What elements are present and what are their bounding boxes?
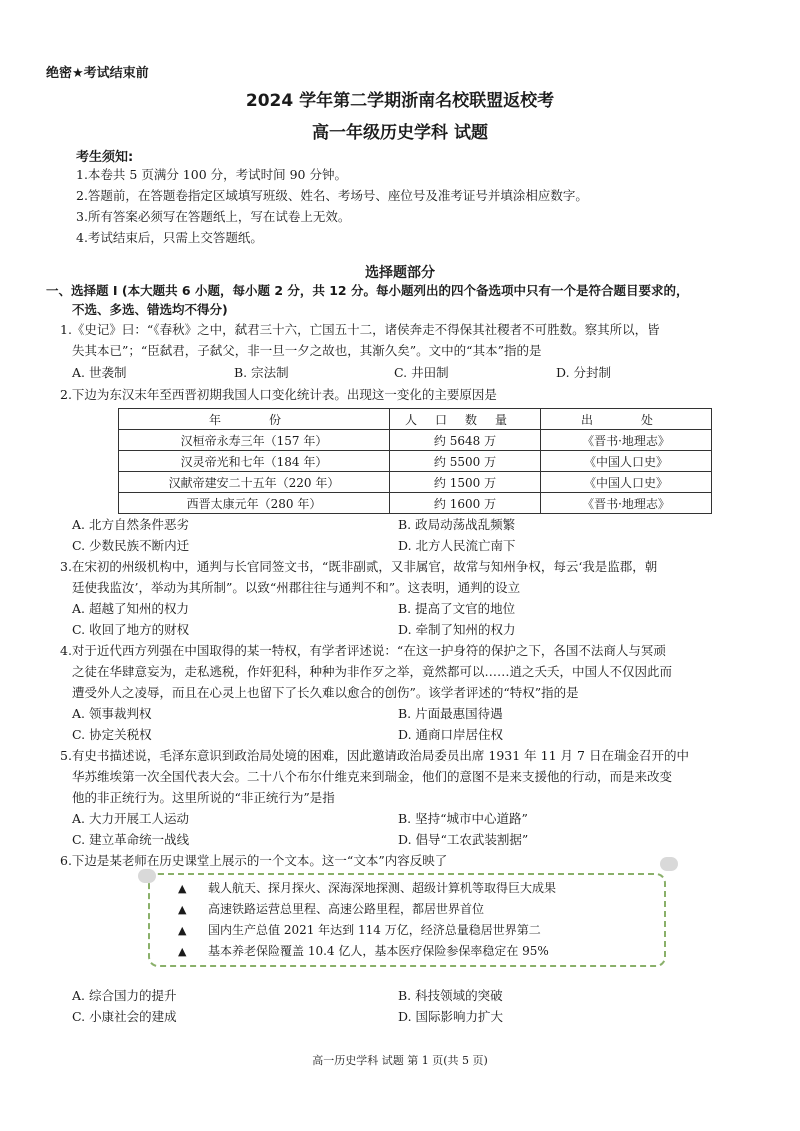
q2-option-b: B. 政局动荡战乱频繁 [398,517,516,532]
q5-stem: 华苏维埃第一次全国代表大会。二十八个布尔什维克来到瑞金，他们的意图不是来支援他的行动，而是来改变 [72,769,673,784]
q4-option-a: A. 领事裁判权 [72,706,152,721]
q1-stem: 失其本已”；“臣弑君，子弑父，非一旦一夕之故也，其渐久矣”。文中的“其本”指的是 [72,343,542,358]
q6-stem: 6.下边是某老师在历史课堂上展示的一个文本。这一“文本”内容反映了 [60,853,448,868]
q5-option-a: A. 大力开展工人运动 [72,811,189,826]
table-row [119,472,712,493]
q6-option-b: B. 科技领域的突破 [398,988,503,1003]
triangle-bullet-icon: ▲ [178,903,187,916]
table-cell: 《晋书·地理志》 [541,493,712,514]
exam-title: 2024 学年第二学期浙南名校联盟返校考 [245,91,555,111]
q6-option-a: A. 综合国力的提升 [72,988,177,1003]
q3-option-d: D. 牵制了知州的权力 [398,622,516,637]
table-cell: 《中国人口史》 [541,451,712,472]
population-table [118,408,712,514]
part-heading-line: 不选、多选、错选均不得分) [72,302,228,317]
q6-text-box [148,873,666,967]
box-item [178,921,541,938]
notes-item: 3.所有答案必须写在答题纸上，写在试卷上无效。 [76,209,351,224]
secret-mark: 绝密★考试结束前 [46,66,149,81]
table-cell: 汉灵帝光和七年（184 年） [119,451,390,472]
q5-option-d: D. 倡导“工农武装割据” [398,832,529,847]
q1-option-a: A. 世袭制 [72,365,127,380]
notes-item: 4.考试结束后，只需上交答题纸。 [76,230,263,245]
q6-option-d: D. 国际影响力扩大 [398,1009,504,1024]
box-item-text: 载人航天、探月探火、深海深地探测、超级计算机等取得巨大成果 [208,881,557,895]
q4-stem: 4.对于近代西方列强在中国取得的某一特权，有学者评述说：“在这一护身符的保护之下，各国不法商人与冥顽 [60,643,666,658]
q2-option-c: C. 少数民族不断内迁 [72,538,190,553]
table-cell: 汉献帝建安二十五年（220 年） [119,472,390,493]
table-row [119,430,712,451]
q5-stem: 5.有史书描述说，毛泽东意识到政治局处境的困难，因此邀请政治局委员出席 1931 年 11 月 7 日在瑞金召开的中 [60,748,689,763]
q2-option-d: D. 北方人民流亡南下 [398,538,516,553]
q1-option-d: D. 分封制 [556,365,612,380]
q3-option-b: B. 提高了文官的地位 [398,601,516,616]
page-footer: 高一历史学科 试题 第 1 页(共 5 页) [312,1054,488,1067]
table-cell: 约 5648 万 [390,430,541,451]
cloud-decoration-icon [138,869,156,883]
box-item-text: 基本养老保险覆盖 10.4 亿人，基本医疗保险参保率稳定在 95% [208,944,549,958]
table-row [119,451,712,472]
table-header: 年 份 [119,409,390,430]
q1-option-b: B. 宗法制 [234,365,289,380]
part-heading-line: 一、选择题 I (本大题共 6 小题，每小题 2 分，共 12 分。每小题列出的四个备选项中只有一个是符合题目要求的， [46,283,689,298]
q1-stem: 1.《史记》曰：“《春秋》之中，弑君三十六，亡国五十二，诸侯奔走不得保其社稷者不可胜数。察其所以，皆 [60,322,660,337]
table-cell: 约 5500 万 [390,451,541,472]
table-cell: 汉桓帝永寿三年（157 年） [119,430,390,451]
q5-option-b: B. 坚持“城市中心道路” [398,811,528,826]
q2-option-a: A. 北方自然条件恶劣 [72,517,189,532]
q5-option-c: C. 建立革命统一战线 [72,832,190,847]
box-item-text: 国内生产总值 2021 年达到 114 万亿，经济总量稳居世界第二 [208,923,541,937]
table-cell: 约 1500 万 [390,472,541,493]
notes-heading: 考生须知: [76,150,134,165]
notes-item: 1.本卷共 5 页满分 100 分，考试时间 90 分钟。 [76,167,347,182]
triangle-bullet-icon: ▲ [178,945,187,958]
q4-stem: 遭受外人之凌辱，而且在心灵上也留下了长久难以愈合的创伤”。该学者评述的“特权”指的是 [72,685,579,700]
notes-item: 2.答题前，在答题卷指定区域填写班级、姓名、考场号、座位号及准考证号并填涂相应数字。 [76,188,588,203]
triangle-bullet-icon: ▲ [178,882,187,895]
q3-stem: 3.在宋初的州级机构中，通判与长官同签文书，“既非副贰，又非属官，故常与知州争权，每云‘我是监郡，朝 [60,559,658,574]
box-item-text: 高速铁路运营总里程、高速公路里程，都居世界首位 [208,902,485,916]
q5-stem: 他的非正统行为。这里所说的“非正统行为”是指 [72,790,335,805]
table-cell: 约 1600 万 [390,493,541,514]
q3-option-a: A. 超越了知州的权力 [72,601,189,616]
box-item [178,942,549,959]
table-row [119,493,712,514]
exam-subtitle: 高一年级历史学科 试题 [312,123,488,143]
q4-option-c: C. 协定关税权 [72,727,152,742]
table-cell: 西晋太康元年（280 年） [119,493,390,514]
q2-stem: 2.下边为东汉末年至西晋初期我国人口变化统计表。出现这一变化的主要原因是 [60,387,497,402]
q3-option-c: C. 收回了地方的财权 [72,622,190,637]
q4-stem: 之徒在华肆意妄为，走私逃税，作奸犯科，种种为非作歹之举，竟然都可以……逍之夭夭，中国人不仅因此而 [72,664,673,679]
q4-option-d: D. 通商口岸居住权 [398,727,504,742]
box-item [178,879,556,896]
q4-option-b: B. 片面最惠国待遇 [398,706,503,721]
table-header-row [119,409,712,430]
table-cell: 《晋书·地理志》 [541,430,712,451]
q1-option-c: C. 井田制 [394,365,449,380]
table-cell: 《中国人口史》 [541,472,712,493]
q6-option-c: C. 小康社会的建成 [72,1009,177,1024]
triangle-bullet-icon: ▲ [178,924,187,937]
table-header: 人口数量 [390,409,541,430]
table-header: 出 处 [541,409,712,430]
box-item [178,900,484,917]
section-title: 选择题部分 [365,265,435,281]
cloud-decoration-icon [660,857,678,871]
q3-stem: 廷使我监汝’，举动为其所制”。以致“州郡往往与通判不和”。这表明，通判的设立 [72,580,521,595]
